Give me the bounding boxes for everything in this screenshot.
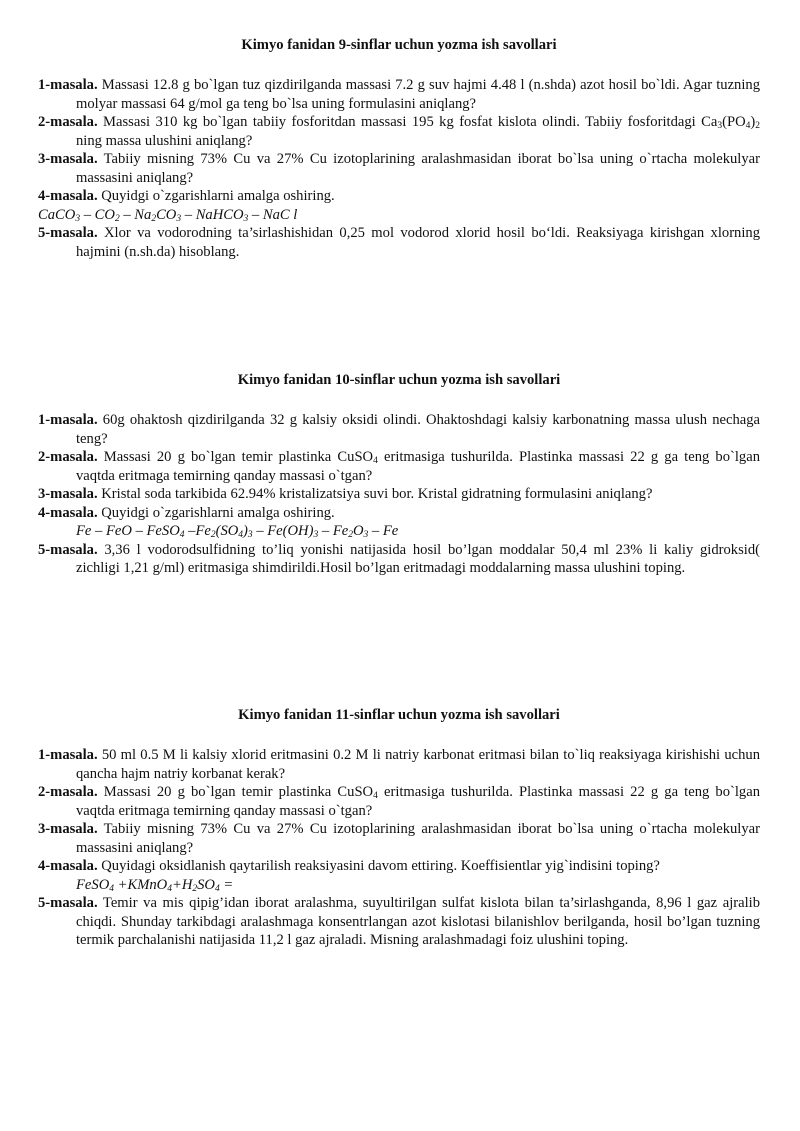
task-label: 5-masala. [38,541,98,558]
scheme-part: – NaC l [248,206,298,223]
task-text: Temir va mis qipig’idan iborat aralashma, suyultirilgan sulfat kislota bilan ta’sirlashganda, 8,96 l gaz ajralib chiqdi. Shunday tarkibdagi aralashmaga konsentrlangan azot kislotasi bilanishlov berilganda, hosil bo’lgan tuzning termik parchalanishi natijasida 11,2 l gaz ajraladi. Misning aralashmadagi foiz ulushini toping. [76,895,760,948]
task-label: 5-masala. [38,895,98,911]
task-2 [38,448,760,485]
scheme-part: O [352,523,364,539]
subscript: 4 [745,121,751,131]
section-title: Kimyo fanidan 11-sinflar uchun yozma ish savollari [238,707,560,723]
scheme-part: – CO [80,206,115,223]
subscript: 4 [167,883,172,894]
scheme-part: – Na [119,206,152,223]
task-label: 4-masala. [38,188,98,204]
subscript: 4 [238,530,244,540]
task-3 [38,820,760,857]
task-1 [38,746,760,783]
task-5 [38,541,760,578]
subscript: 3 [176,213,182,224]
scheme-part: FeSO [76,876,110,893]
scheme-part: SO [197,876,215,893]
task-2 [38,783,760,820]
task-label: 1-masala. [38,412,98,428]
task-text: 3,36 l vodorodsulfidning to’liq yonishi natijasida hosil bo’lgan moddalar 50,4 ml 23% li kaliy gidroksid( zichligi 1,21 g/ml) eritmasiga shimdirildi.Hosil bo’lgan eritmadagi moddalarning massa ulushini toping. [76,541,760,576]
subscript: 4 [179,530,185,540]
section-title: Kimyo fanidan 10-sinflar uchun yozma ish savollari [237,372,561,388]
subscript: 3 [313,530,319,540]
subscript: 4 [109,883,114,894]
scheme-part: = [219,876,234,893]
task-label: 2-masala. [38,784,98,800]
scheme-part: Fe – FeO – FeSO [76,523,180,539]
task-text: ) [750,114,756,130]
task-5 [38,224,760,261]
section-title: Kimyo fanidan 9-sinflar uchun yozma ish savollari [241,37,557,53]
scheme-part: CO [156,206,177,223]
task-text: Massasi 12.8 g bo`lgan tuz qizdirilganda massasi 7.2 g suv hajmi 4.48 l (n.shda) azot hosil bo`ldi. Agar tuzning molyar massasi 64 g/mol ga teng bo`lsa uning formulasini aniqlang? [76,77,760,112]
subscript: 2 [755,121,760,131]
task-1 [38,411,760,448]
reaction-scheme [38,206,760,225]
task-1 [38,76,760,113]
scheme-part: CaCO [38,206,76,223]
task-3 [38,485,760,504]
subscript: 3 [75,213,81,224]
task-text: ning massa ulushini aniqlang? [76,132,253,149]
scheme-part: –Fe [184,523,211,539]
reaction-scheme [38,522,760,541]
reaction-equation [38,876,760,895]
task-text: Xlor va vodorodning ta’sirlashishidan 0,25 mol vodorod xlorid hosil bo‘ldi. Reaksiyaga kirishgan xlorning hajmini (n.sh.da) hisoblang. [76,225,760,260]
task-text: eritmasiga tushurildа. Plastinka massasi 22 g ga teng bo`lgan vaqtda eritmaga temirning qanday massasi o`tgan? [76,449,760,484]
task-label: 5-masala. [38,225,98,241]
subscript: 2 [114,213,120,224]
scheme-part: – NaHCO [181,206,244,223]
task-text: Quyidgi o`zgarishlarni amalga oshiring. [101,504,335,521]
task-text: Massasi 20 g bo`lgan temir plastinka CuSO [103,784,374,800]
subscript: 4 [373,456,378,466]
task-text: eritmasiga tushurildа. Plastinka massasi 22 g ga teng bo`lgan vaqtda eritmaga temirning qanday massasi o`tgan? [76,784,760,819]
task-text: Quyidagi oksidlanish qaytarilish reaksiyasini davom ettiring. Koeffisientlar yig`indisini toping? [101,858,660,874]
task-label: 1-masala. [38,77,98,93]
task-label: 4-masala. [38,504,98,521]
section-grade-10 [38,371,760,578]
subscript: 4 [373,791,378,801]
section-grade-9 [38,36,760,261]
task-text: Kristal soda tarkibida 62.94% kristalizatsiya suvi bor. Kristal gidratning formulasini aniqlang? [101,486,653,502]
subscript: 2 [151,213,157,224]
task-text: Quyidgi o`zgarishlarni amalga oshiring. [101,188,335,204]
subscript: 3 [247,530,253,540]
task-text: (PO [722,114,746,130]
subscript: 2 [210,530,216,540]
task-text: Massasi 20 g bo`lgan temir plastinka CuSO [103,449,374,465]
task-label: 2-masala. [38,449,98,465]
task-text: 50 ml 0.5 M li kalsiy xlorid eritmasini 0.2 M li natriy karbonat eritmasi bilan to`liq reaksiyaga kirishishi uchun qancha hajm natriy korbanat kerak? [76,747,760,782]
task-text: 60g ohaktosh qizdirilganda 32 g kalsiy oksidi olindi. Ohaktoshdagi kalsiy karbonatning massa ulush nechaga teng? [76,412,760,447]
subscript: 2 [192,883,198,894]
task-label: 3-masala. [38,486,98,502]
subscript: 3 [243,213,249,224]
subscript: 3 [717,121,723,131]
scheme-part: – Fe(OH) [252,523,314,539]
task-text: Tabiiy misning 73% Cu va 27% Cu izotoplarining aralashmasidan iborat bo`lsa uning o`rtacha molekulyar massasini aniqlang? [76,821,760,856]
subscript: 2 [348,530,353,540]
scheme-part: (SO [215,523,239,539]
task-label: 4-masala. [38,858,98,874]
task-4 [38,187,760,206]
task-label: 3-masala. [38,151,98,167]
task-4 [38,857,760,876]
task-text: Tabiiy misning 73% Cu va 27% Cu izotoplarining aralashmasidan iborat bo`lsa uning o`rtacha molekulyar massasini aniqlang? [76,151,760,186]
scheme-part: +KMnO [113,876,168,893]
task-label: 1-masala. [38,747,98,763]
task-label: 3-masala. [38,821,98,837]
task-5 [38,894,760,950]
scheme-part: +H [171,876,193,893]
section-grade-11 [38,706,760,950]
subscript: 3 [363,530,369,540]
scheme-part: – Fe [368,523,399,539]
subscript: 4 [214,883,220,894]
task-3 [38,150,760,187]
scheme-part: ) [243,523,248,539]
scheme-part: – Fe [318,523,349,539]
task-4 [38,504,760,523]
task-text: Massasi 310 kg bo`lgan tabiiy fosforitdan massasi 195 kg fosfat kislota olindi. Tabiiy fosforitdagi Ca [103,114,718,130]
task-label: 2-masala. [38,114,98,130]
task-2 [38,113,760,150]
